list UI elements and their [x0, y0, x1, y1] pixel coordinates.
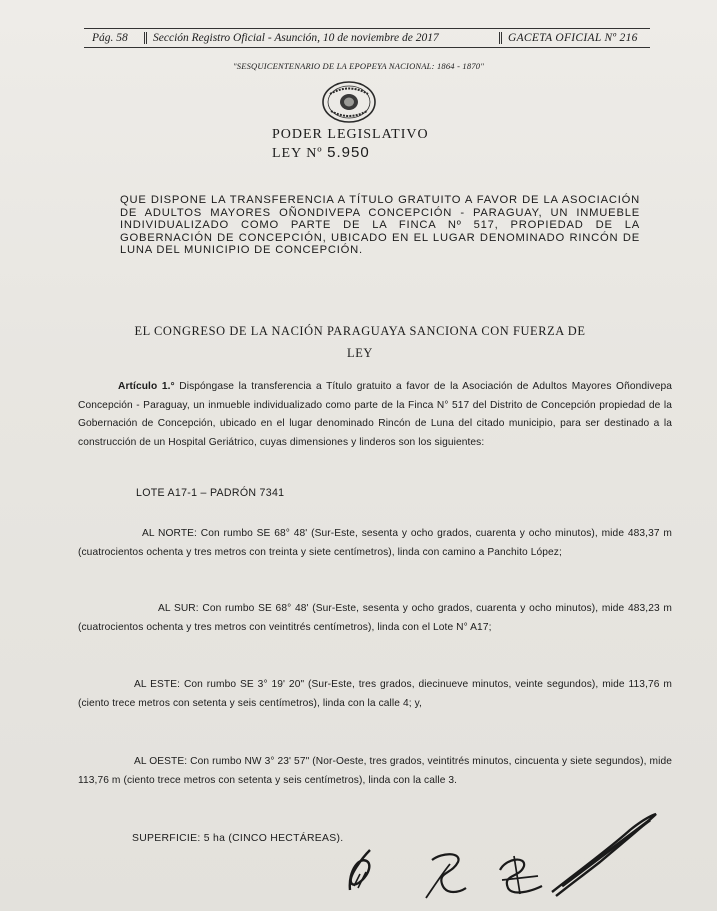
boundary-north: AL NORTE: Con rumbo SE 68° 48' (Sur-Este, sesenta y ocho grados, cuarenta y ocho minutos), mide 483,37 m (cuatrocientos ochenta y tres metros con treinta y siete centímetros), linda con camino a Panchito López;: [78, 528, 672, 558]
law-number-line: [272, 144, 370, 162]
coat-of-arms-seal-icon: [321, 80, 377, 124]
law-number: 5.950: [327, 144, 370, 161]
motto: "SESQUICENTENARIO DE LA EPOPEYA NACIONAL: 1864 - 1870": [232, 61, 484, 71]
boundary-east: AL ESTE: Con rumbo SE 3° 19' 20" (Sur-Este, tres grados, diecinueve minutos, veinte segundos), mide 113,76 m (ciento trece metros con setenta y seis centímetros), linda con la calle 4; y,: [78, 679, 672, 709]
law-prefix: LEY Nº: [272, 146, 323, 161]
congress-enactment: [60, 320, 660, 364]
law-subject: QUE DISPONE LA TRANSFERENCIA A TÍTULO GRATUITO A FAVOR DE LA ASOCIACIÓN DE ADULTOS MAYORES OÑONDIVEPA CONCEPCIÓN - PARAGUAY, UN INMUEBLE INDIVIDUALIZADO COMO PARTE DE LA FINCA Nº 517, PROPIEDAD DE LA GOBERNACIÓN DE CONCEPCIÓN, UBICADO EN EL LUGAR DENOMINADO RINCÓN DE LUNA DEL MUNICIPIO DE CONCEPCIÓN.: [120, 194, 640, 257]
congress-line-2: LEY: [347, 346, 373, 360]
gazette-header: [84, 28, 650, 48]
article-text: Dispóngase la transferencia a Título gratuito a favor de la Asociación de Adultos Mayores Oñondivepa Concepción - Paraguay, un inmueble individualizado como parte de la Finca N° 517 del Distrito de Concepción propiedad de la Gobernación de Concepción, ubicado en el lugar denominado Rincón de Luna del citado municipio, para ser destinado a la construcción de un Hospital Geriátrico, cuyas dimensiones y linderos son los siguientes:: [78, 381, 672, 448]
section-date: Sección Registro Oficial - Asunción, 10 de noviembre de 2017: [144, 32, 502, 44]
boundary-west: AL OESTE: Con rumbo NW 3° 23' 57" (Nor-Oeste, tres grados, veintitrés minutos, cincuenta y siete segundos), mide 113,76 m (ciento trece metros con setenta y seis centímetros), linda con la calle 3.: [78, 756, 672, 786]
lote-heading: LOTE A17-1 – PADRÓN 7341: [136, 487, 285, 499]
article-1: [78, 378, 672, 452]
article-label: Artículo 1.°: [118, 381, 175, 392]
handwritten-signatures: [330, 800, 670, 908]
congress-line-1: EL CONGRESO DE LA NACIÓN PARAGUAYA SANCIONA CON FUERZA DE: [134, 324, 586, 338]
gazette-number: GACETA OFICIAL Nº 216: [508, 32, 638, 44]
boundary-south: AL SUR: Con rumbo SE 68° 48' (Sur-Este, sesenta y ocho grados, cuarenta y ocho minutos), mide 483,23 m (cuatrocientos ochenta y tres metros con veintitrés centímetros), linda con el Lote N° A17;: [78, 603, 672, 633]
surface-area: SUPERFICIE: 5 ha (CINCO HECTÁREAS).: [132, 833, 344, 844]
page-number: Pág. 58: [92, 32, 128, 44]
legislative-branch-title: PODER LEGISLATIVO: [272, 127, 429, 142]
